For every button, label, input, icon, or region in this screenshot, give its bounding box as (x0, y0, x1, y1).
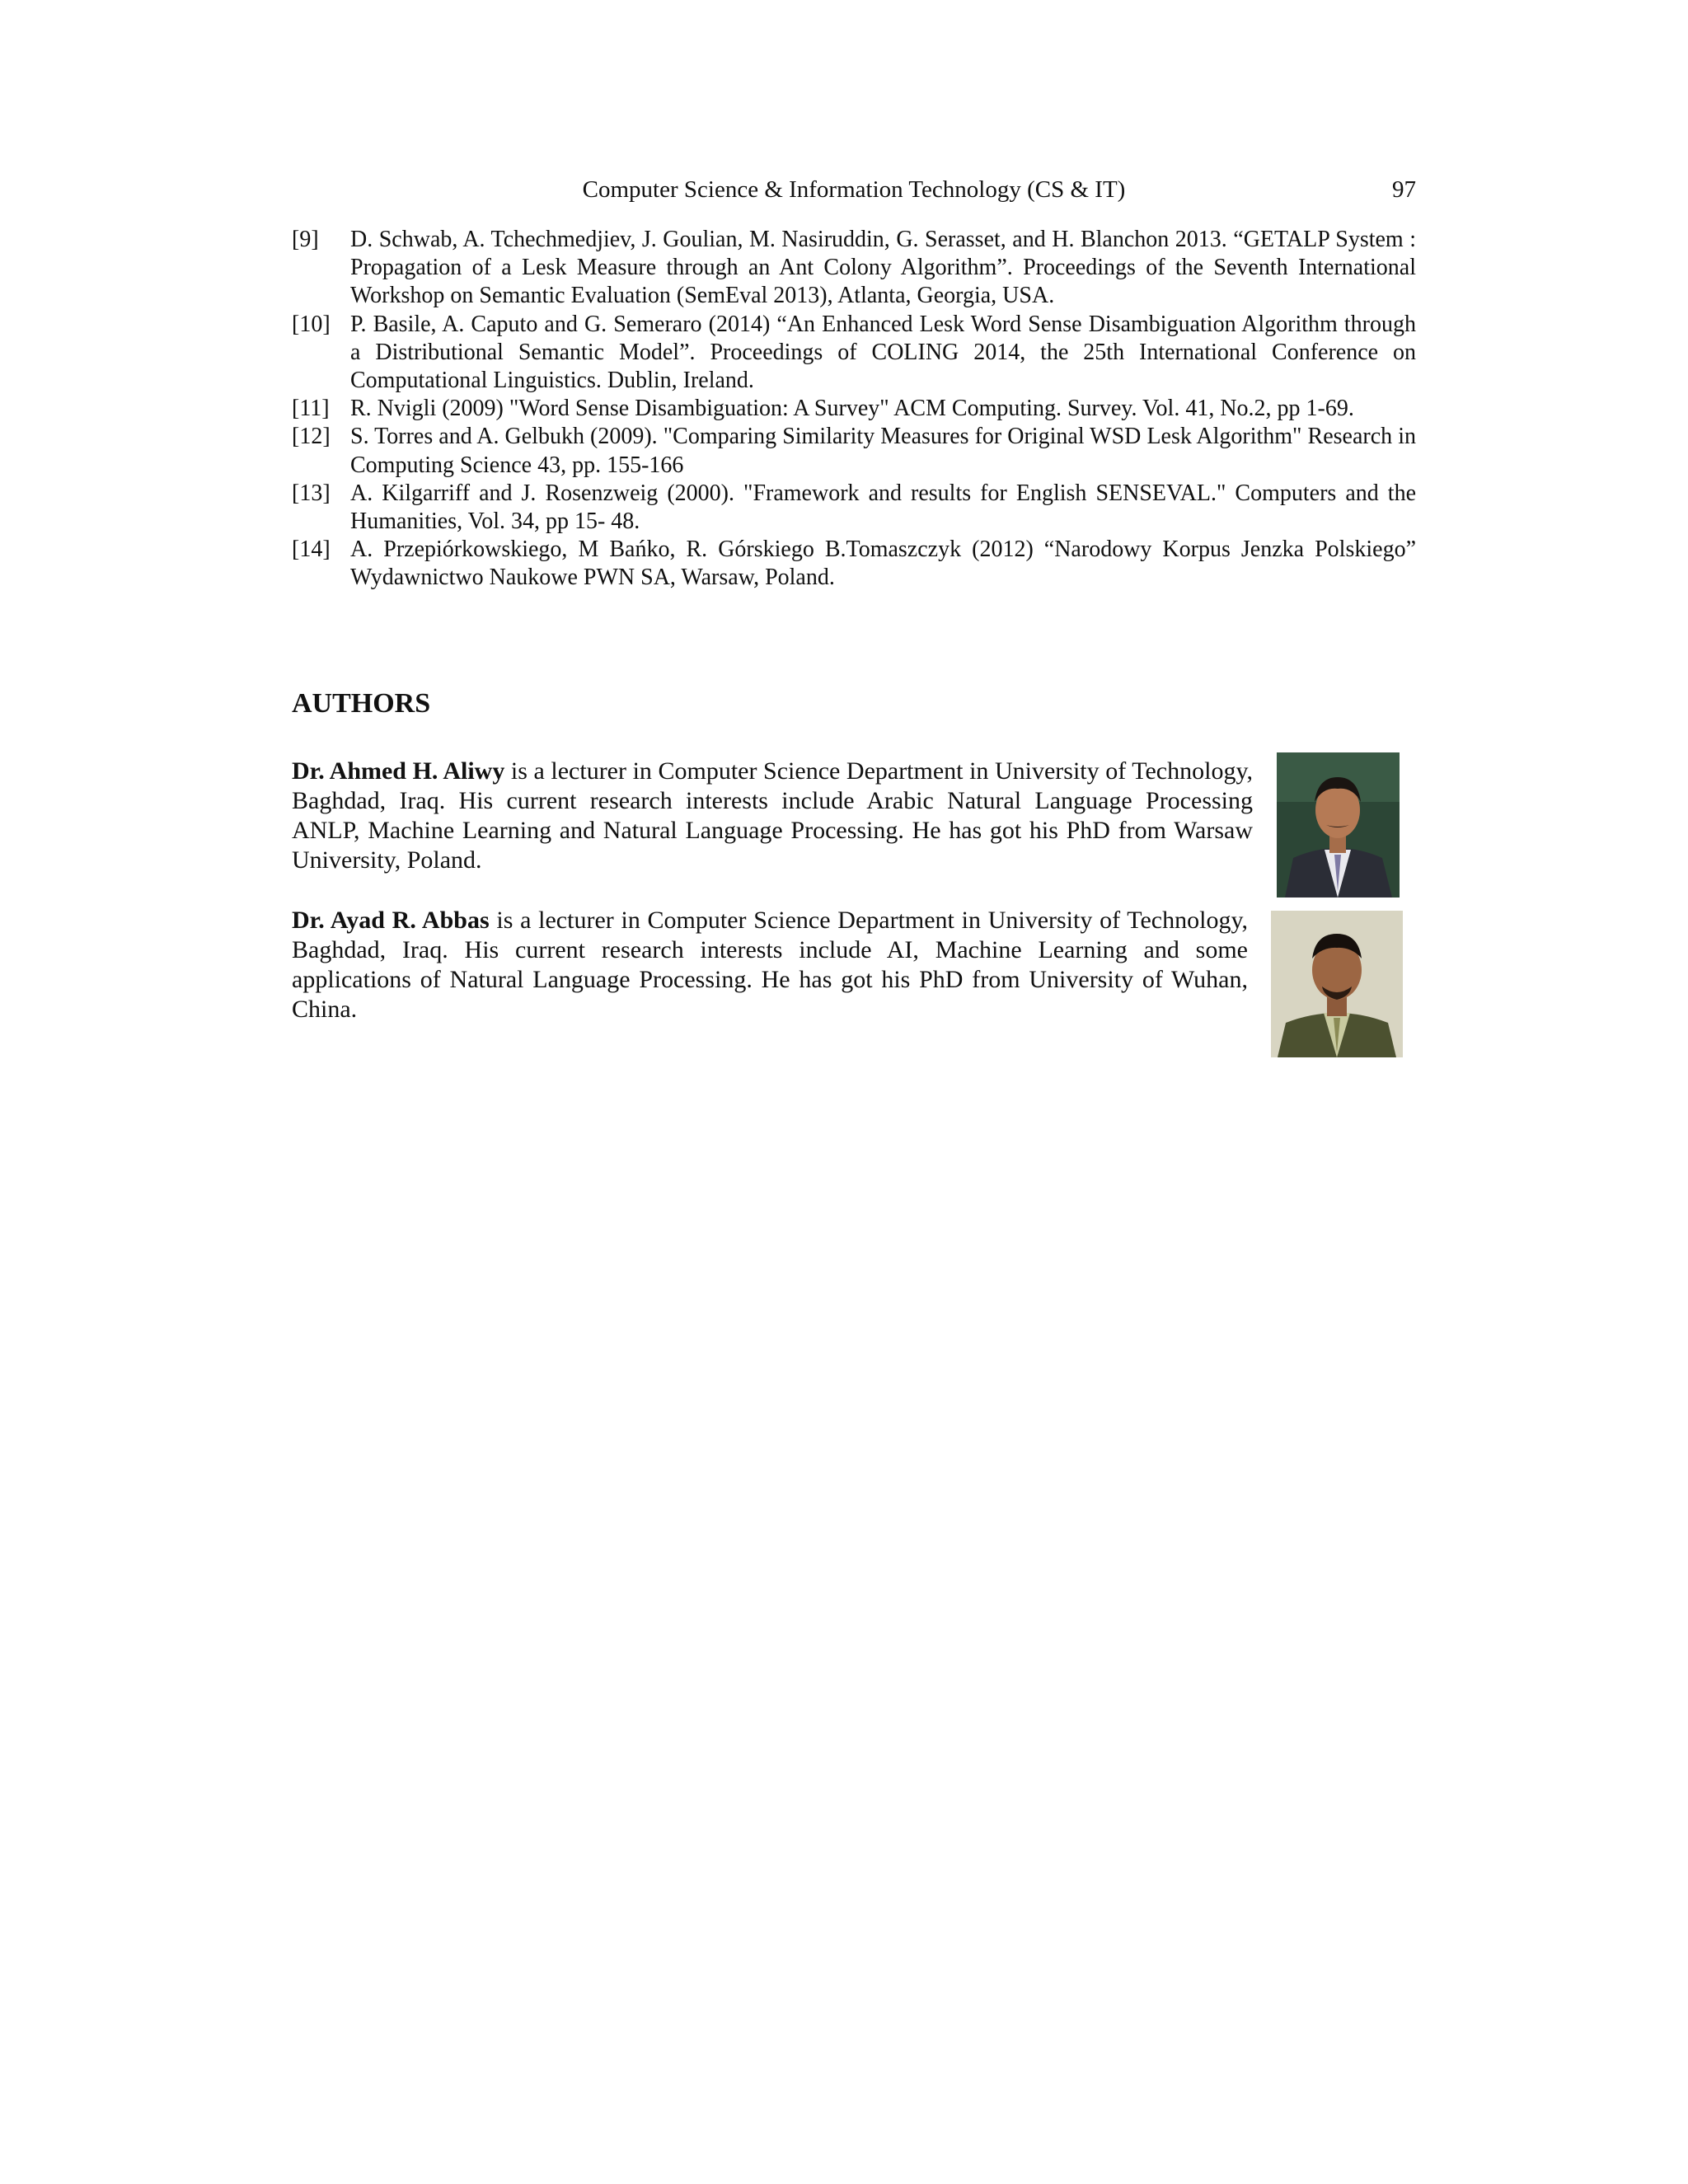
journal-title: Computer Science & Information Technology (CS & IT) (582, 176, 1126, 203)
reference-item (292, 423, 1416, 479)
author-name: Dr. Ayad R. Abbas (292, 907, 490, 934)
reference-number: [9] (292, 227, 319, 252)
author-bio-text: is a lecturer in Computer Science Department in University of Technology, Baghdad, Iraq. His current research interests include AI, Machine Learning and some applications of Natural Language Processing. He has got his PhD from University of Wuhan, China. (292, 907, 1249, 1023)
authors-heading: AUTHORS (292, 688, 431, 719)
running-header (292, 173, 1416, 206)
reference-item (292, 480, 1416, 536)
reference-number: [12] (292, 424, 331, 450)
author-bio-text: is a lecturer in Computer Science Department in University of Technology, Baghdad, Iraq. His current research interests include Arabic Natural Language Processing ANLP, Machine Learning and Natural Language Processing. He has got his PhD from Warsaw University, Poland. (292, 757, 1253, 874)
author-bio (292, 757, 1253, 875)
reference-number: [13] (292, 480, 331, 506)
reference-number: [10] (292, 311, 331, 337)
reference-text: R. Nvigli (2009) "Word Sense Disambiguation: A Survey" ACM Computing. Survey. Vol. 41, No.2, pp 1-69. (350, 396, 1354, 422)
reference-item (292, 226, 1416, 311)
reference-item (292, 536, 1416, 592)
reference-number: [11] (292, 396, 330, 422)
reference-item (292, 395, 1416, 423)
reference-text: A. Kilgarriff and J. Rosenzweig (2000). "Framework and results for English SENSEVAL." Computers and the Humanities, Vol. 34, pp 15- 48. (350, 480, 1416, 535)
reference-text: A. Przepiórkowskiego, M Bańko, R. Górskiego B.Tomaszczyk (2012) “Narodowy Korpus Jenzka Polskiego” Wydawnictwo Naukowe PWN SA, Warsaw, Poland. (350, 537, 1416, 591)
author-photo (1271, 911, 1403, 1057)
author-portrait (1277, 752, 1400, 898)
reference-item (292, 311, 1416, 396)
reference-text: S. Torres and A. Gelbukh (2009). "Comparing Similarity Measures for Original WSD Lesk Algorithm" Research in Computing Science 43, pp. 155-166 (350, 424, 1416, 478)
reference-number: [14] (292, 537, 331, 563)
author-portrait (1271, 911, 1403, 1057)
reference-list (292, 226, 1416, 593)
author-photo (1277, 752, 1400, 898)
author-name: Dr. Ahmed H. Aliwy (292, 757, 505, 785)
author-bio (292, 906, 1248, 1024)
reference-text: P. Basile, A. Caputo and G. Semeraro (2014) “An Enhanced Lesk Word Sense Disambiguation Algorithm through a Distributional Semantic Model”. Proceedings of COLING 2014, the 25th International Conference on Computational Linguistics. Dublin, Ireland. (350, 311, 1416, 394)
page-number: 97 (1392, 176, 1416, 203)
reference-text: D. Schwab, A. Tchechmedjiev, J. Goulian, M. Nasiruddin, G. Serasset, and H. Blanchon 2013. “GETALP System : Propagation of a Lesk Measure through an Ant Colony Algorithm”. Proceedings of the Seventh International Workshop on Semantic Evaluation (SemEval 2013), Atlanta, Georgia, USA. (350, 227, 1416, 309)
